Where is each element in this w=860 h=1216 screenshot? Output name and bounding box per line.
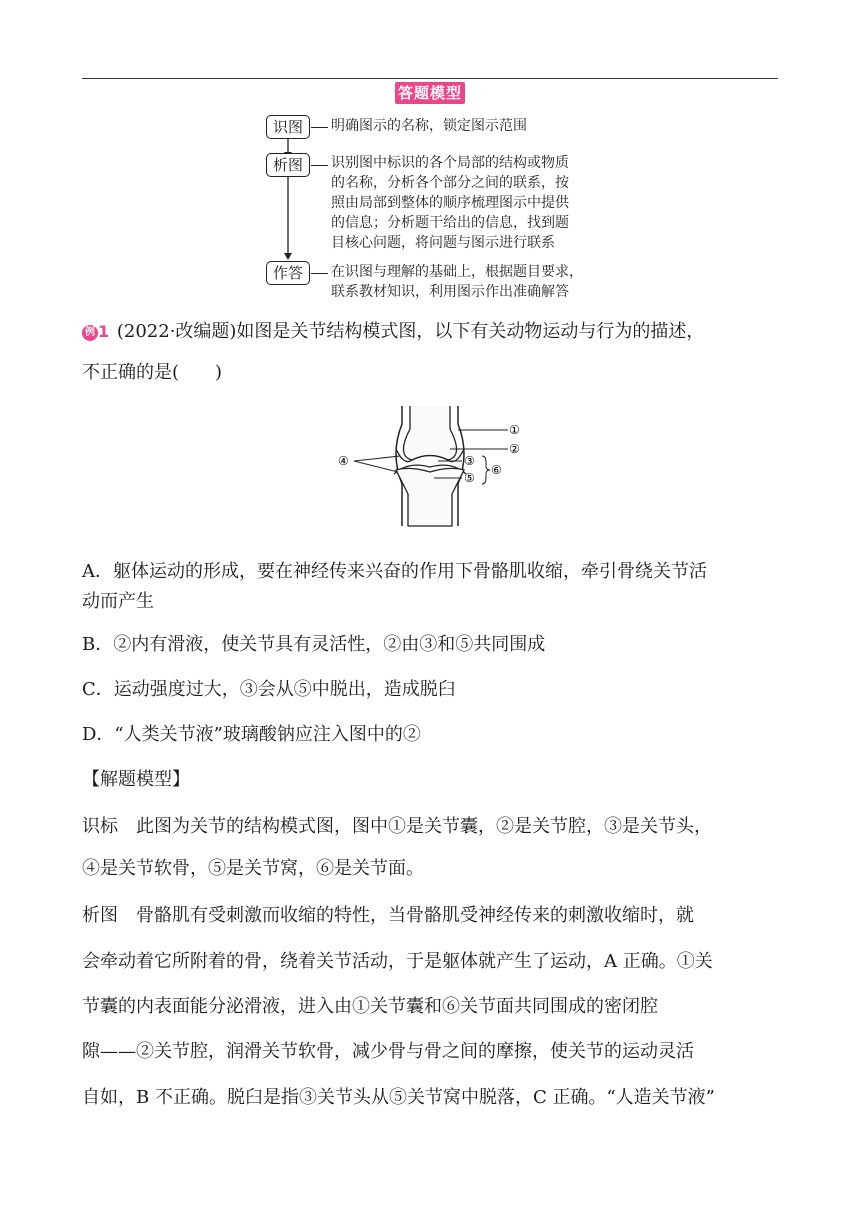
answer-model-title: 答题模型 [395,82,465,104]
solution-line: 自如，B 不正确。脱臼是指③关节头从⑤关节窝中脱落，C 正确。“人造关节液” [82,1087,715,1108]
solution-heading: 【解题模型】 [82,769,190,790]
solution-line: 识标 此图为关节的结构模式图，图中①是关节囊，②是关节腔，③是关节头， [82,816,712,837]
solution-line: ④是关节软骨，⑤是关节窝，⑥是关节面。 [82,858,424,879]
step-label-zuoda: 作答 [266,261,310,285]
label-1: ① [509,423,520,437]
step-text-zuoda: 在识图与理解的基础上，根据题目要求， 联系教材知识，利用图示作出准确解答 [331,264,583,300]
joint-diagram [330,404,530,528]
solution-line: 节囊的内表面能分泌滑液，进入由①关节囊和⑥关节面共同围成的密闭腔 [82,996,658,1017]
option-a-line2: 动而产生 [82,591,154,612]
question-stem-line2: 不正确的是( ) [82,362,223,383]
step-label-shitu: 识图 [266,115,310,139]
option-b: B．②内有滑液，使关节具有灵活性，②由③和⑤共同围成 [82,634,546,655]
step-label-xitu: 析图 [266,153,310,177]
question-stem [82,320,704,344]
solution-line: 隙——②关节腔，润滑关节软骨，减少骨与骨之间的摩擦，使关节的运动灵活 [82,1041,694,1062]
option-d: D．“人类关节液”玻璃酸钠应注入图中的② [82,724,421,745]
solution-line: 析图 骨骼肌有受刺激而收缩的特性，当骨骼肌受神经传来的刺激收缩时，就 [82,905,694,926]
step-text-xitu: 识别图中标识的各个局部的结构或物质 的名称，分析各个部分之间的联系，按 照由局部到整体的顺序梳理图示中提供 的信息；分析题干给出的信息，找到题 目核心问题，将问题与图示进行联系 [331,155,569,251]
question-stem-line1: (2022·改编题)如图是关节结构模式图，以下有关动物运动与行为的描述， [111,321,705,342]
label-6: ⑥ [491,463,502,477]
label-2: ② [509,442,520,456]
solution-line: 会牵动着它所附着的骨，绕着关节活动，于是躯体就产生了运动，A 正确。①关 [82,951,713,972]
step-text-shitu: 明确图示的名称，锁定图示范围 [331,118,527,134]
step-dash [311,273,328,274]
step-dash [311,127,328,128]
step-dash [311,165,328,166]
label-4: ④ [338,454,349,468]
option-a-line1: A．躯体运动的形成，要在神经传来兴奋的作用下骨骼肌收缩，牵引骨绕关节活 [82,561,707,582]
example-number: 1 [98,322,110,341]
label-3: ③ [464,454,475,468]
example-badge: 例 [82,325,98,341]
header-rule [82,78,778,79]
label-5: ⑤ [464,471,475,485]
option-c: C．运动强度过大，③会从⑤中脱出，造成脱臼 [82,679,456,700]
